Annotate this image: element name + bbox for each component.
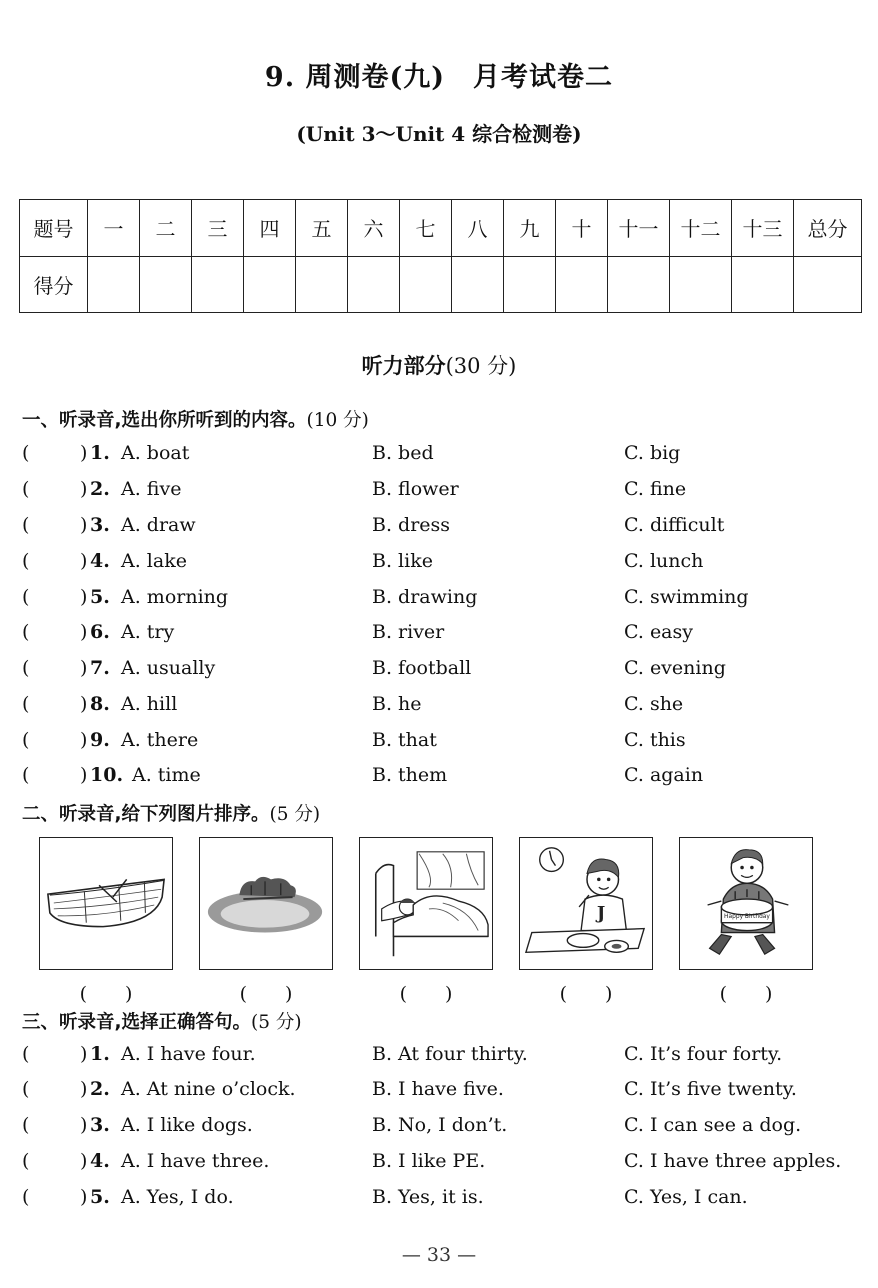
question-number: 5. — [90, 1186, 110, 1208]
answer-paren-left: ( — [22, 1078, 30, 1100]
total-score-cell — [794, 256, 862, 313]
option-c: C. difficult — [624, 514, 725, 536]
option-a: A. usually — [121, 657, 216, 679]
score-cell — [244, 256, 296, 313]
question-number: 3. — [90, 1114, 110, 1136]
option-b: B. At four thirty. — [372, 1043, 528, 1065]
question-number-label: 题号 — [20, 200, 88, 257]
score-cell — [732, 256, 794, 313]
option-a: A. I have three. — [121, 1150, 270, 1172]
option-b: B. river — [372, 621, 445, 643]
option-a: A. draw — [121, 514, 196, 536]
answer-paren-left: ( — [22, 729, 30, 751]
option-b: B. dress — [372, 514, 451, 536]
option-b: B. I like PE. — [372, 1150, 486, 1172]
question-row — [22, 1186, 872, 1216]
question-number: 1. — [90, 442, 110, 464]
question-number: 5. — [90, 586, 110, 608]
answer-paren-left: ( — [22, 1150, 30, 1172]
score-col-header: 四 — [244, 200, 296, 257]
question-number: 4. — [90, 550, 110, 572]
section1-title — [22, 406, 369, 432]
option-c: C. evening — [624, 657, 726, 679]
answer-paren-right: ) — [80, 1186, 88, 1208]
score-cell — [140, 256, 192, 313]
section1-title-text: 一、听录音,选出你所听到的内容。 — [22, 410, 307, 431]
answer-paren-right: ) — [80, 1114, 88, 1136]
option-a: A. I like dogs. — [121, 1114, 253, 1136]
answer-paren-right: ) — [80, 764, 88, 786]
answer-paren-left: ( — [22, 621, 30, 643]
question-row — [22, 442, 872, 472]
section2-title-text: 二、听录音,给下列图片排序。 — [22, 804, 270, 825]
question-row — [22, 550, 872, 580]
answer-paren-left: ( — [22, 1043, 30, 1065]
listening-part-heading — [0, 350, 878, 380]
option-c: C. It’s four forty. — [624, 1043, 783, 1065]
question-row — [22, 693, 872, 723]
score-cell — [670, 256, 732, 313]
option-c: C. big — [624, 442, 681, 464]
answer-paren-left: ( — [22, 514, 30, 536]
section2-points: (5 分) — [269, 804, 321, 825]
question-number: 4. — [90, 1150, 110, 1172]
section3-points: (5 分) — [251, 1012, 302, 1033]
option-a: A. try — [121, 621, 175, 643]
birthday-cake-picture — [679, 837, 813, 970]
option-c: C. fine — [624, 478, 687, 500]
option-b: B. bed — [372, 442, 434, 464]
question-row — [22, 1078, 872, 1108]
score-col-header: 二 — [140, 200, 192, 257]
question-number: 2. — [90, 478, 110, 500]
question-number: 10. — [90, 764, 124, 786]
question-number: 9. — [90, 729, 110, 751]
option-a: A. morning — [121, 586, 229, 608]
score-cell — [88, 256, 140, 313]
total-score-label: 总分 — [794, 200, 862, 257]
lake-icon — [200, 838, 332, 969]
answer-paren-right: ) — [80, 621, 88, 643]
score-row-label: 得分 — [20, 256, 88, 313]
score-col-header: 十一 — [608, 200, 670, 257]
score-cell — [608, 256, 670, 313]
answer-paren-right: ) — [80, 1078, 88, 1100]
picture-answer-blank: ( ) — [79, 983, 133, 1005]
bed-icon — [360, 838, 492, 969]
page-number: — 33 — — [401, 1244, 477, 1266]
score-cell — [556, 256, 608, 313]
option-a: A. lake — [121, 550, 187, 572]
option-c: C. she — [624, 693, 684, 715]
question-row — [22, 478, 872, 508]
question-row — [22, 1150, 872, 1180]
option-a: A. Yes, I do. — [121, 1186, 234, 1208]
option-a: A. five — [121, 478, 182, 500]
answer-paren-left: ( — [22, 586, 30, 608]
answer-paren-left: ( — [22, 550, 30, 572]
score-cell — [192, 256, 244, 313]
boat-icon — [40, 838, 172, 969]
question-row — [22, 621, 872, 651]
option-c: C. this — [624, 729, 686, 751]
option-b: B. them — [372, 764, 448, 786]
section3-title — [22, 1008, 302, 1034]
picture-answer-blank: ( ) — [239, 983, 293, 1005]
answer-paren-left: ( — [22, 442, 30, 464]
score-col-header: 九 — [504, 200, 556, 257]
listening-heading-text: 听力部分 — [361, 353, 446, 378]
option-c: C. again — [624, 764, 704, 786]
option-c: C. easy — [624, 621, 693, 643]
option-a: A. I have four. — [121, 1043, 256, 1065]
score-table-header-row — [20, 200, 862, 257]
answer-paren-right: ) — [80, 514, 88, 536]
answer-paren-left: ( — [22, 764, 30, 786]
question-number: 6. — [90, 621, 110, 643]
section1-points: (10 分) — [306, 410, 369, 431]
option-c: C. I have three apples. — [624, 1150, 842, 1172]
question-row — [22, 586, 872, 616]
score-col-header: 十二 — [670, 200, 732, 257]
option-c: C. swimming — [624, 586, 749, 608]
birthday-cake-icon — [680, 838, 812, 969]
answer-paren-right: ) — [80, 1043, 88, 1065]
option-c: C. lunch — [624, 550, 704, 572]
score-cell — [348, 256, 400, 313]
question-row — [22, 764, 872, 794]
score-col-header: 七 — [400, 200, 452, 257]
score-col-header: 一 — [88, 200, 140, 257]
answer-paren-left: ( — [22, 478, 30, 500]
score-col-header: 三 — [192, 200, 244, 257]
score-table — [19, 199, 862, 313]
question-row — [22, 657, 872, 687]
answer-paren-left: ( — [22, 1114, 30, 1136]
lunch-picture — [519, 837, 653, 970]
option-a: A. At nine o’clock. — [121, 1078, 296, 1100]
option-a: A. time — [132, 764, 201, 786]
option-c: C. I can see a dog. — [624, 1114, 802, 1136]
question-number: 2. — [90, 1078, 110, 1100]
answer-paren-left: ( — [22, 1186, 30, 1208]
answer-paren-right: ) — [80, 586, 88, 608]
answer-paren-right: ) — [80, 693, 88, 715]
picture-answer-blank: ( ) — [399, 983, 453, 1005]
option-b: B. Yes, it is. — [372, 1186, 484, 1208]
answer-paren-right: ) — [80, 729, 88, 751]
score-cell — [452, 256, 504, 313]
option-c: C. It’s five twenty. — [624, 1078, 797, 1100]
answer-paren-right: ) — [80, 1150, 88, 1172]
answer-paren-left: ( — [22, 693, 30, 715]
question-number: 8. — [90, 693, 110, 715]
answer-paren-right: ) — [80, 442, 88, 464]
score-col-header: 十 — [556, 200, 608, 257]
option-b: B. football — [372, 657, 472, 679]
score-col-header: 八 — [452, 200, 504, 257]
question-row — [22, 1114, 872, 1144]
bed-picture — [359, 837, 493, 970]
option-b: B. like — [372, 550, 433, 572]
answer-paren-right: ) — [80, 657, 88, 679]
option-b: B. No, I don’t. — [372, 1114, 508, 1136]
option-a: A. there — [121, 729, 199, 751]
cake-text: Happy Birthday — [724, 913, 770, 920]
answer-paren-left: ( — [22, 657, 30, 679]
option-b: B. drawing — [372, 586, 478, 608]
option-b: B. that — [372, 729, 437, 751]
answer-paren-right: ) — [80, 478, 88, 500]
option-a: A. boat — [121, 442, 190, 464]
question-row — [22, 729, 872, 759]
section2-title — [22, 800, 320, 826]
option-b: B. he — [372, 693, 422, 715]
answer-paren-right: ) — [80, 550, 88, 572]
score-cell — [504, 256, 556, 313]
score-col-header: 五 — [296, 200, 348, 257]
score-col-header: 六 — [348, 200, 400, 257]
picture-answer-blank: ( ) — [719, 983, 773, 1005]
option-c: C. Yes, I can. — [624, 1186, 748, 1208]
boy-eating-icon — [520, 838, 652, 969]
page-subtitle: (Unit 3～Unit 4 综合检测卷) — [296, 122, 582, 146]
option-a: A. hill — [121, 693, 178, 715]
shirt-letter: J — [596, 902, 606, 924]
section3-title-text: 三、听录音,选择正确答句。 — [22, 1012, 252, 1033]
option-b: B. I have five. — [372, 1078, 504, 1100]
question-number: 7. — [90, 657, 110, 679]
page-title: 9. 周测卷(九) 月考试卷二 — [264, 62, 614, 93]
picture-answer-blank: ( ) — [559, 983, 613, 1005]
score-table-score-row — [20, 256, 862, 313]
listening-points: (30 分) — [445, 354, 517, 378]
question-row — [22, 1043, 872, 1073]
score-col-header: 十三 — [732, 200, 794, 257]
score-cell — [400, 256, 452, 313]
option-b: B. flower — [372, 478, 459, 500]
question-number: 1. — [90, 1043, 110, 1065]
lake-picture — [199, 837, 333, 970]
boat-picture — [39, 837, 173, 970]
score-cell — [296, 256, 348, 313]
question-row — [22, 514, 872, 544]
question-number: 3. — [90, 514, 110, 536]
